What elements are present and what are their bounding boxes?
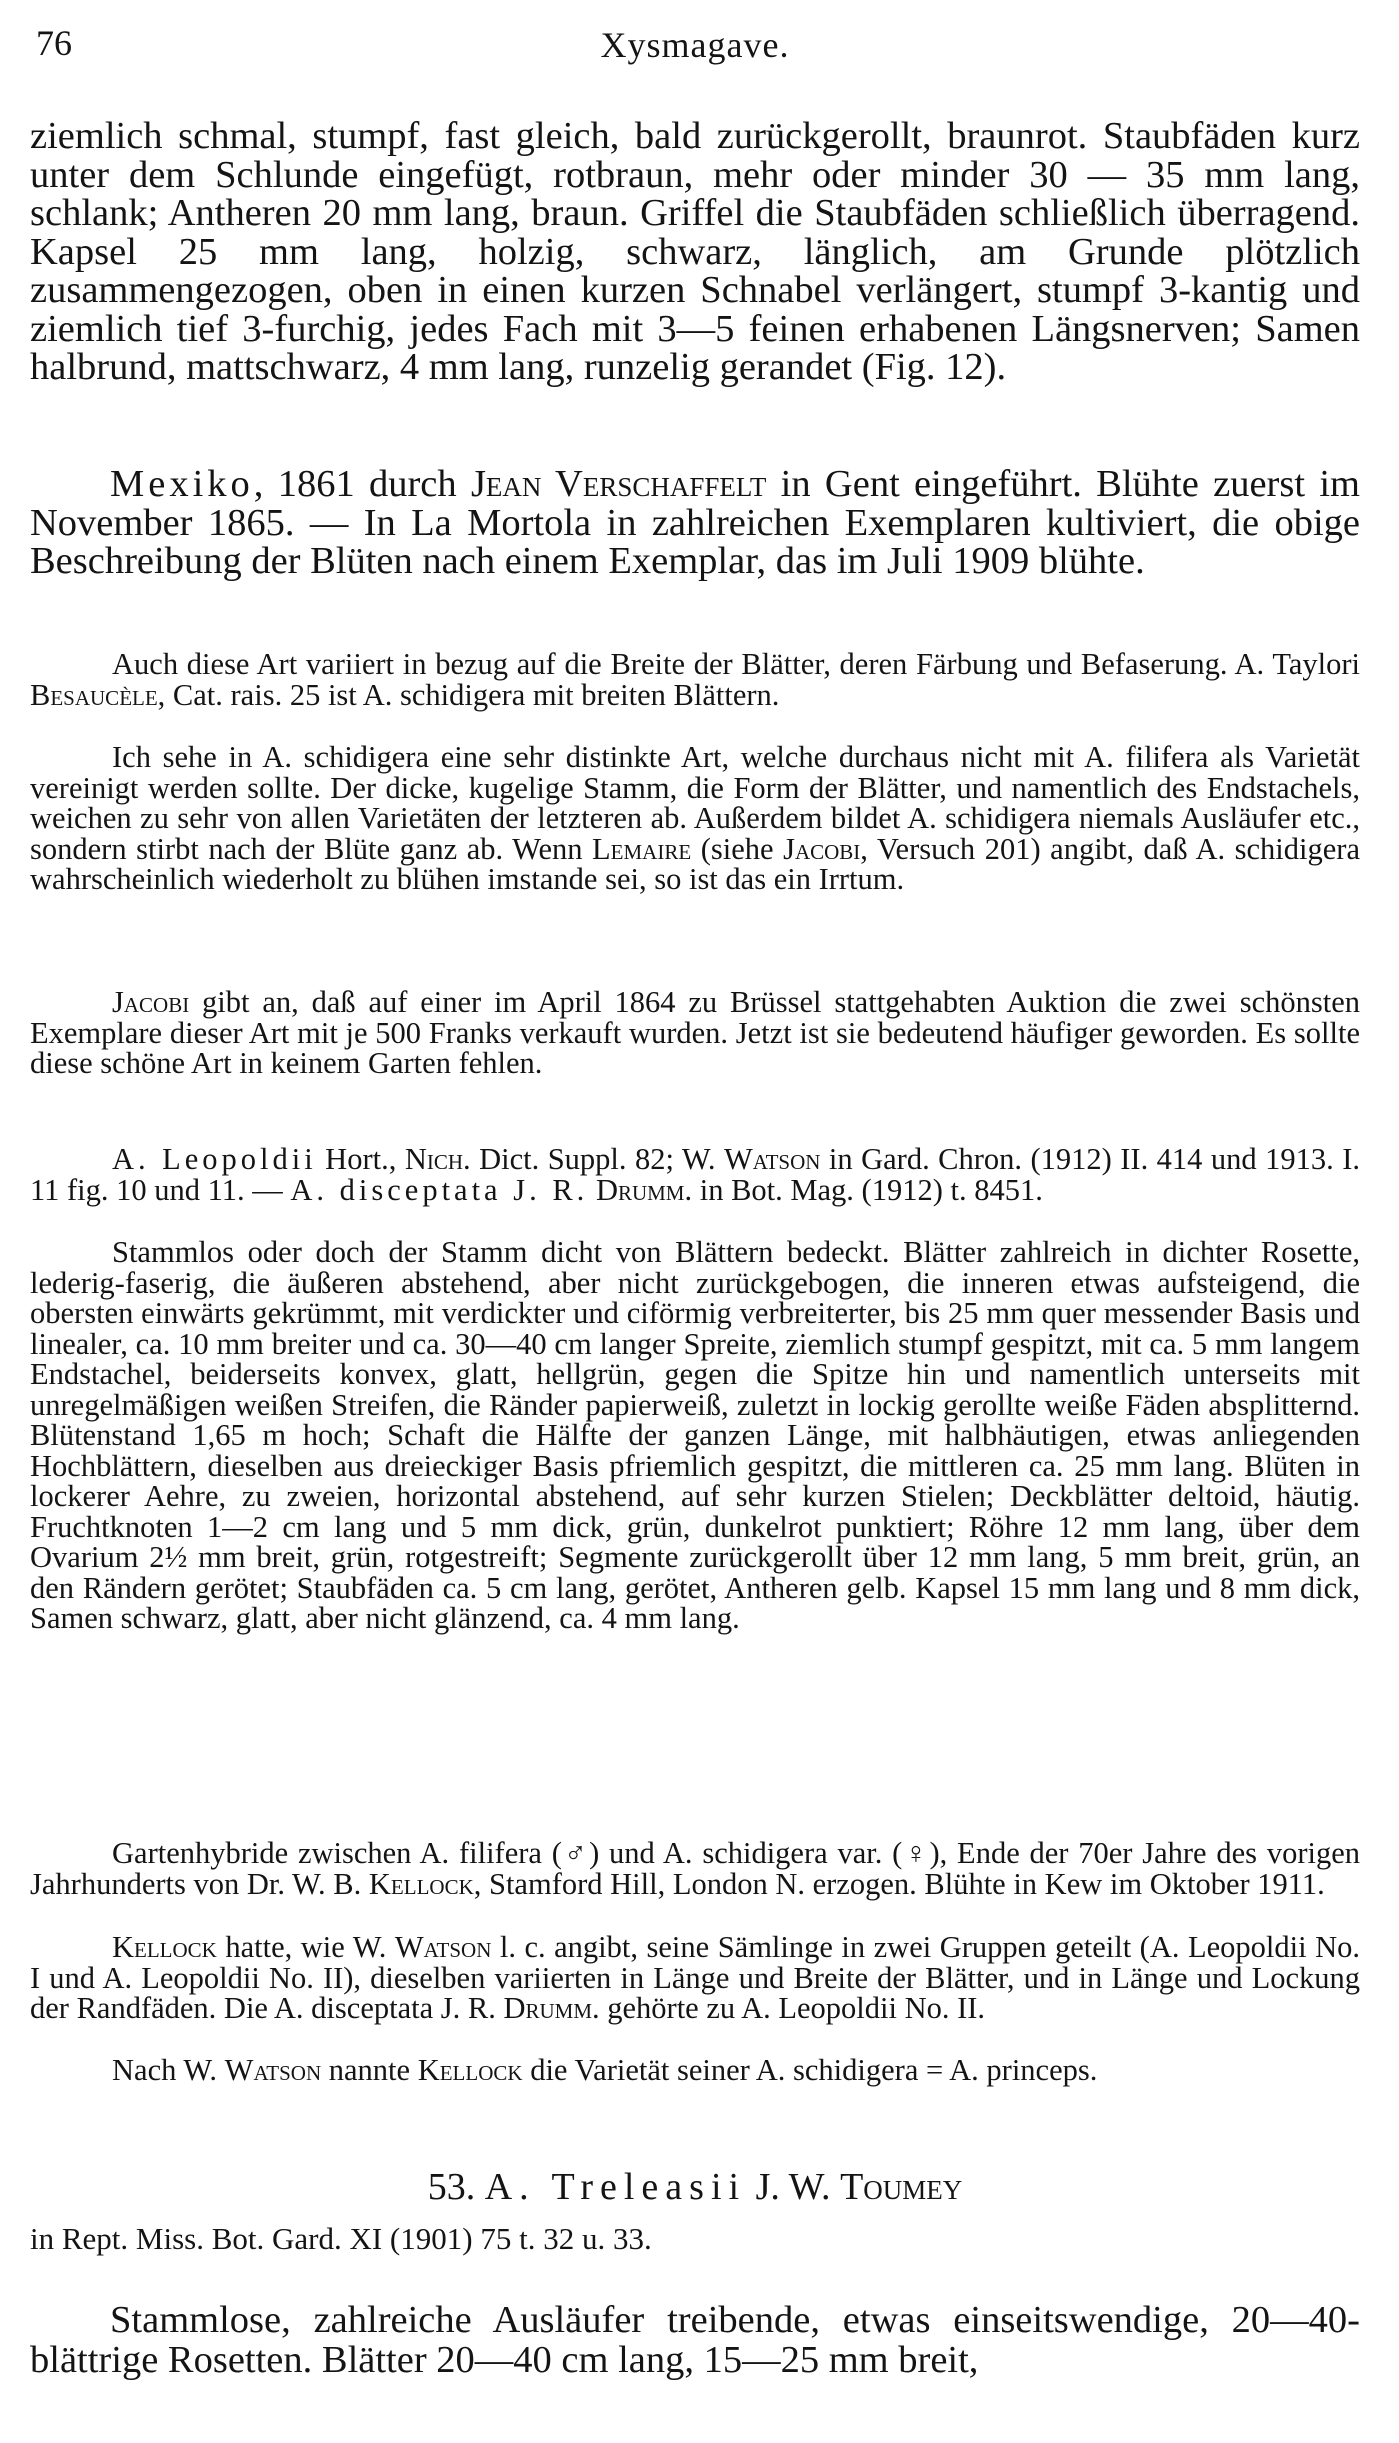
leopoldii-citation: A. Leopoldii Hort., Nich. Dict. Suppl. 82; W. Watson in Gard. Chron. (1912) II. 414 und 1913. I. 11 fig. 10 und 11. — A. disceptata J. R. Drumm. in Bot. Mag. (1912) t. 8451. [30, 1142, 1360, 1207]
species-citation: in Rept. Miss. Bot. Gard. XI (1901) 75 t. 32 u. 33. [30, 2221, 652, 2256]
species-heading: 53. A. Treleasii J. W. Toumey [427, 2166, 963, 2208]
note-variation: Auch diese Art variiert in bezug auf die Breite der Blätter, deren Färbung und Befaserung. A. Taylori Besaucèle, Cat. rais. 25 ist A. schidigera mit breiten Blättern. [30, 647, 1360, 712]
species-description: Stammlose, zahlreiche Ausläufer treibende, etwas einseitswendige, 20—40-blättrige Rosetten. Blätter 20—40 cm lang, 15—25 mm breit, [30, 2299, 1360, 2381]
note-auction: Jacobi gibt an, daß auf einer im April 1864 zu Brüssel stattgehabten Auktion die zwei schönsten Exemplare dieser Art mit je 500 Franks verkauft wurden. Jetzt ist sie bedeutend häufiger geworden. Es sollte diese schöne Art in keinem Garten fehlen. [30, 985, 1360, 1080]
species-name: A. Treleasii [484, 2166, 747, 2208]
leopoldii-hybrid-origin: Gartenhybride zwischen A. filifera (♂) und A. schidigera var. (♀), Ende der 70er Jahre des vorigen Jahrhunderts von Dr. W. B. Kellock, Stamford Hill, London N. erzogen. Blühte in Kew im Oktober 1911. [30, 1836, 1360, 1901]
country-name: Mexiko [110, 463, 254, 505]
synonym-name: A. disceptata J. R. [290, 1172, 589, 1207]
note-distinct-species: Ich sehe in A. schidigera eine sehr distinkte Art, welche durchaus nicht mit A. filifera als Varietät vereinigt werden sollte. Der dicke, kugelige Stamm, die Form der Blätter, und namentlich des Endstachels, weichen zu sehr von allen Varietäten der letzteren ab. Außerdem bildet A. schidigera niemals Ausläufer etc., sondern stirbt nach der Blüte ganz ab. Wenn Lemaire (siehe Jacobi, Versuch 201) angibt, daß A. schidigera wahrscheinlich wiederholt zu blühen imstande sei, so ist das ein Irrtum. [30, 740, 1360, 896]
leopoldii-seedlings: Kellock hatte, wie W. Watson l. c. angibt, seine Sämlinge in zwei Gruppen geteilt (A. Leopoldii No. I und A. Leopoldii No. II), dieselben variierten in Länge und Breite der Blätter, und in Länge und Lockung der Randfäden. Die A. disceptata J. R. Drumm. gehörte zu A. Leopoldii No. II. [30, 1930, 1360, 2025]
author-name: Lemaire [592, 831, 692, 866]
author-name: Jacobi [783, 831, 861, 866]
description-continuation: ziemlich schmal, stumpf, fast gleich, bald zurückgerollt, braunrot. Staubfäden kurz unter dem Schlunde eingefügt, rotbraun, mehr oder minder 30 — 35 mm lang, schlank; Antheren 20 mm lang, braun. Griffel die Staubfäden schließlich überragend. Kapsel 25 mm lang, holzig, schwarz, länglich, am Grunde plötzlich zusammengezogen, oben in einen kurzen Schnabel verlängert, stumpf 3-kantig und ziemlich tief 3-furchig, jedes Fach mit 3—5 feinen erhabenen Längsnerven; Samen halbrund, mattschwarz, 4 mm lang, runzelig gerandet (Fig. 12). [30, 115, 1360, 388]
leopoldii-description: Stammlos oder doch der Stamm dicht von Blättern bedeckt. Blätter zahlreich in dichter Rosette, lederig-faserig, die äußeren abstehend, aber nicht zurückgebogen, die inneren etwas aufsteigend, die obersten einwärts gekrümmt, mit verdickter und ciförmig verbreiterter, bis 25 mm quer messender Basis und linealer, ca. 10 mm breiter und ca. 30—40 cm langer Spreite, ziemlich stumpf gespitzt, mit ca. 5 mm langem Endstachel, beiderseits konvex, glatt, hellgrün, gegen die Spitze hin und namentlich unterseits mit unregelmäßigen weißen Streifen, die Ränder papierweiß, zuletzt in lockig gerollte weiße Fäden absplitternd. Blütenstand 1,65 m hoch; Schaft die Hälfte der ganzen Länge, mit halbhäutigen, etwas anliegenden Hochblättern, dieselben aus dreieckiger Basis pfriemlich gespitzt, die mittleren ca. 25 mm lang. Blüten in lockerer Aehre, zu zweien, horizontal abstehend, auf sehr kurzen Stielen; Deckblätter deltoid, häutig. Fruchtknoten 1—2 cm lang und 5 mm dick, grün, dunkelrot punktiert; Röhre 12 mm lang, über dem Ovarium 2½ mm breit, grün, rotgestreift; Segmente zurückgerollt über 12 mm lang, 5 mm breit, grün, an den Rändern gerötet; Staubfäden ca. 5 cm lang, gerötet, Antheren gelb. Kapsel 15 mm lang und 8 mm dick, Samen schwarz, glatt, aber nicht glänzend, ca. 4 mm lang. [30, 1235, 1360, 1635]
leopoldii-princeps-note: Nach W. Watson nannte Kellock die Varietät seiner A. schidigera = A. princeps. [112, 2053, 1098, 2087]
running-title: Xysmagave. [600, 25, 790, 65]
author-name: Besaucèle [30, 677, 158, 712]
author-name: Jean Verschaffelt [470, 463, 767, 505]
origin-paragraph: Mexiko, 1861 durch Jean Verschaffelt in Gent eingeführt. Blühte zuerst im November 1865. — In La Mortola in zahlreichen Exemplaren kultiviert, die obige Beschreibung der Blüten nach einem Exemplar, das im Juli 1909 blühte. [30, 463, 1360, 582]
page-number: 76 [36, 23, 72, 63]
species-name: A. Leopoldii [112, 1142, 317, 1176]
author-name: Toumey [840, 2166, 963, 2208]
page-header [30, 22, 1360, 72]
author-name: Jacobi [112, 985, 190, 1019]
